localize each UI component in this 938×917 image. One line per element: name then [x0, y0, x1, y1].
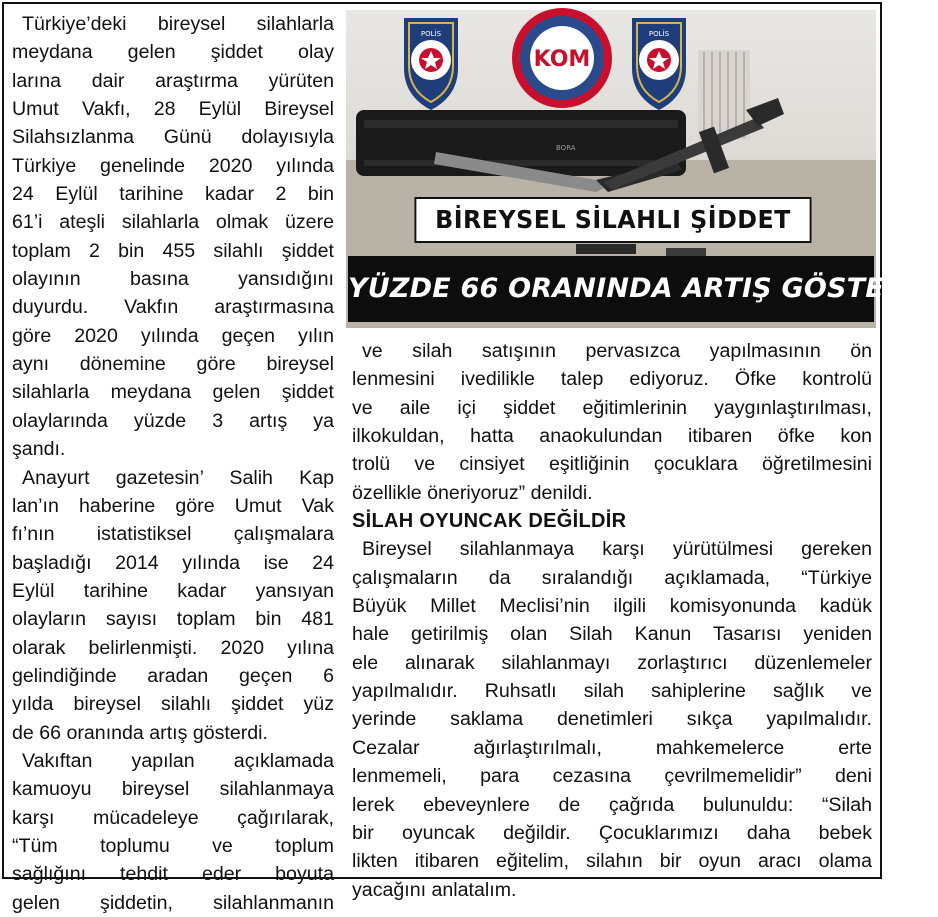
svg-text:KOM: KOM	[533, 47, 591, 72]
text-line: yacağını anlatalım.	[352, 878, 517, 901]
text-line: kamuoyu bireysel silahlanmaya	[12, 778, 334, 801]
text-line: Vakıftan yapılan açıklamada	[22, 749, 334, 772]
text-line: göre 2020 yılında geçen yılın	[12, 324, 334, 347]
text-line: aynı dönemine göre bireysel	[12, 353, 334, 376]
text-line: Anayurt gazetesin’ Salih Kap	[22, 466, 334, 489]
text-line: gelen şiddetin, silahlanmanın	[12, 891, 334, 914]
text-line: likten itibaren eğitelim, silahın bir oyun aracı olama	[352, 850, 872, 873]
text-line: Bireysel silahlanmaya karşı yürütülmesi gereken	[362, 538, 872, 561]
text-line: karşı mücadeleye çağırılarak,	[12, 806, 334, 829]
text-line: ele alınarak silahlanmayı zorlaştırıcı düzenlemeler	[352, 651, 872, 674]
police-badge-left-icon	[404, 18, 458, 110]
text-line: ve aile içi şiddet eğitimlerinin yaygınlaştırılması,	[352, 396, 872, 419]
gun-case	[356, 110, 686, 176]
police-badge-right-icon	[632, 18, 686, 110]
text-line: ve silah satışının pervasızca yapılmasının ön	[362, 340, 872, 362]
text-line: yerinde saklama denetimleri sıkça yapılmalıdır.	[352, 708, 872, 731]
text-line: Cezalar ağırlaştırılmalı, mahkemelerce erte	[352, 736, 872, 759]
text-line: lan’ın haberine göre Umut Vak	[12, 494, 334, 517]
text-line: silahlarla meydana gelen şiddet	[12, 381, 334, 404]
text-line: ilkokuldan, hatta anaokulundan itibaren öfke kon	[352, 425, 872, 448]
text-line: Silahsızlanma Günü dolayısıyla	[12, 126, 334, 149]
news-photo	[346, 10, 938, 328]
text-line: özellikle öneriyoruz” denildi.	[352, 481, 593, 504]
headline-top: BİREYSEL SİLAHLI ŞİDDET	[414, 197, 811, 243]
text-line: toplam 2 bin 455 silahlı şiddet	[12, 239, 334, 262]
text-line: çalışmaların da sıralandığı açıklamada, “Türkiye	[352, 566, 872, 589]
text-line: de 66 oranında artış gösterdi.	[12, 721, 268, 744]
text-line: hale getirilmiş olan Silah Kanun Tasarısı yeniden	[352, 623, 872, 646]
text-line: lerek ebeveynlere de çağrıda bulunuldu: “Silah	[352, 793, 872, 816]
text-line: lenmemeli, para cezasına çevrilmemelidir” deni	[352, 765, 872, 788]
svg-text:POLİS: POLİS	[420, 30, 442, 38]
right-paragraph-1	[352, 337, 872, 507]
text-line: larına dair araştırma yürüten	[12, 69, 334, 92]
text-line: Umut Vakfı, 28 Eylül Bireysel	[12, 98, 334, 121]
ammunition	[666, 248, 706, 256]
text-line: Eylül tarihine kadar yansıyan	[12, 579, 334, 602]
text-line: lenmesini ivedilikle talep ediyoruz. Öfke kontrolü	[352, 368, 872, 391]
text-line: olaylarında yüzde 3 artış ya	[12, 409, 334, 432]
text-line: Türkiye’deki bireysel silahlarla	[22, 13, 334, 35]
text-line: 61’i ateşli silahlarla olmak üzere	[12, 211, 334, 234]
kom-logo-icon	[512, 8, 612, 108]
text-line: trolü ve cinsiyet eşitliğinin çocuklara öğretilmesini	[352, 453, 872, 476]
text-line: “Tüm toplumu ve toplum	[12, 834, 334, 857]
text-line: duyurdu. Vakfın araştırmasına	[12, 296, 334, 319]
text-line: Büyük Millet Meclisi’nin ilgili komisyonunda kadük	[352, 595, 872, 618]
text-line: başladığı 2014 yılında ise 24	[12, 551, 334, 574]
text-line: fı’nın istatistiksel çalışmalara	[12, 523, 334, 546]
left-paragraph-1	[12, 10, 334, 464]
svg-text:POLİS: POLİS	[648, 30, 670, 38]
text-line: olayının basına yansıdığını	[12, 268, 334, 291]
text-line: olarak belirlenmişti. 2020 yılına	[12, 636, 334, 659]
svg-text:BORA: BORA	[556, 144, 576, 152]
text-line: yapılmalıdır. Ruhsatlı silah sahiplerine sağlık ve	[352, 680, 872, 703]
text-line: gelindiğinde aradan geçen 6	[12, 664, 334, 687]
text-line: 24 Eylül tarihine kadar 2 bin	[12, 183, 334, 206]
magazine	[576, 244, 636, 254]
text-line: sağlığını tehdit eder boyuta	[12, 863, 334, 886]
text-line: bir oyuncak değildir. Çocuklarımızı daha bebek	[352, 821, 872, 844]
headline-bottom: YÜZDE 66 ORANINDA ARTIŞ GÖSTERDİ	[348, 256, 874, 322]
text-line: olayların sayısı toplam bin 481	[12, 608, 334, 631]
subheading: SİLAH OYUNCAK DEĞİLDİR	[352, 510, 627, 533]
left-column	[12, 10, 334, 917]
text-line: Türkiye genelinde 2020 yılında	[12, 154, 334, 177]
right-column	[352, 337, 872, 904]
right-paragraph-2	[352, 535, 872, 903]
text-line: meydana gelen şiddet olay	[12, 41, 334, 64]
text-line: şandı.	[12, 438, 66, 461]
left-paragraph-2	[12, 464, 334, 747]
left-paragraph-3	[12, 747, 334, 917]
text-line: yılda bireysel silahlı şiddet yüz	[12, 693, 334, 716]
